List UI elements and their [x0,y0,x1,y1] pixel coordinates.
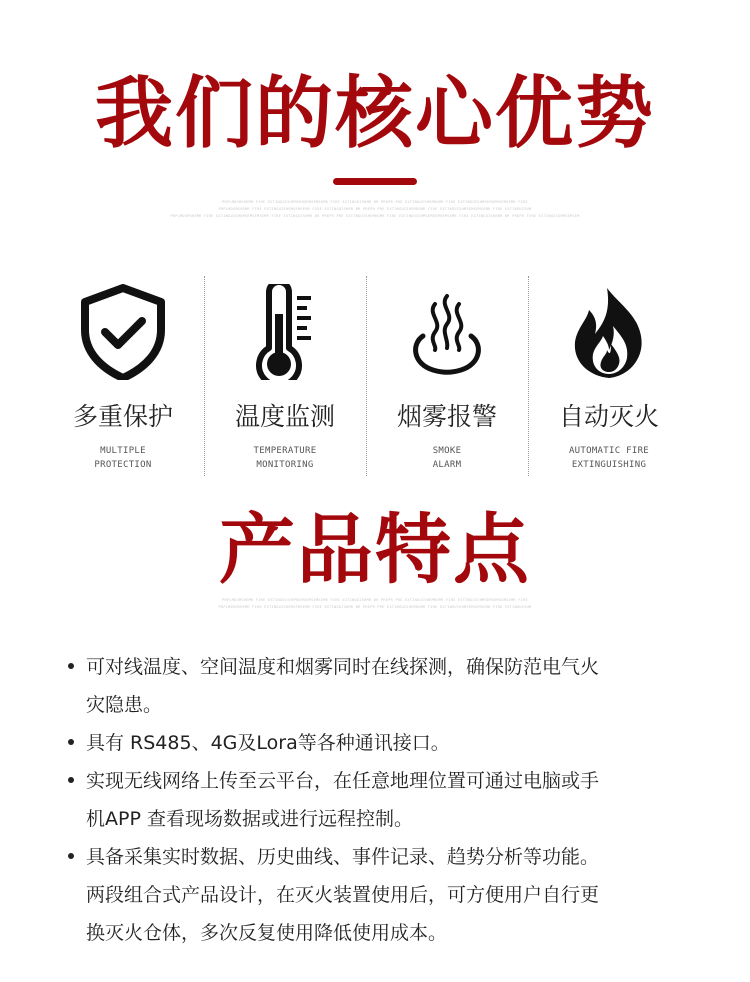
bullet-dot [68,739,74,745]
shield-check-icon [73,284,173,380]
section-title-product-features: 产品特点 [219,505,531,594]
fine-print-line: PRPLMDSMSHEMR FIRE EXTINGUISHEMSEMSEMR FIRE EXTINGUISHMR BR PREPR PRE EXTINGUISHEMRGMR FIRE EXTINGUISHMSEMSEMSEMR FIRE EXTINGUISHM [218,207,532,211]
feature-subtitle-line: ALARM [432,460,462,470]
feature-subtitle-line: TEMPERATURE [253,446,317,456]
feature-subtitle-line: AUTOMATIC FIRE [568,446,650,456]
list-item [68,762,688,838]
feature-row [42,276,706,476]
feature-subtitle [528,444,690,472]
fine-print-line: PRPLMDSMSHEMR FIRE EXTINGUISHEMSEMSEMSEMSEMR FIRE EXTINGUISHMR BR PREPR PRE EXTINGUISHEMRGMR FIRE EXTINGUISHMSEMSEMSEMSEMR FIRE [222,598,528,602]
list-item [68,648,688,724]
list-item-line: 换灭火仓体，多次反复使用降低使用成本。 [86,922,448,944]
list-item-line: 机APP 查看现场数据或进行远程控制。 [86,808,413,830]
list-item-line: 灾隐患。 [86,694,163,716]
feature-title: 多重保护 [72,402,173,431]
feature-subtitle-line: EXTINGUISHING [571,460,647,470]
feature-subtitle-line: MULTIPLE [100,446,146,456]
feature-title: 烟雾报警 [396,402,497,431]
feature-subtitle-line: MONITORING [256,460,314,470]
fine-print-line: PRPLMDSMSHEMR FIRE EXTINGUISHEMSEMSEMR FIRE EXTINGUISHMR BR PREPR PRE EXTINGUISHEMRGMR FIRE EXTINGUISHMSEMSEMSEMR FIRE EXTINGUISHM [218,605,532,609]
flame-icon [559,284,659,380]
fine-print-line: PRPLMDSMSHEMR FIRE EXTINGUISHEMSEMSEMSEMSEMR FIRE EXTINGUISHMR BR PREPR PRE EXTINGUISHEMRGMR FIRE EXTINGUISHMSEMSEMSEMSEMR FIRE [222,200,528,204]
feature-subtitle [42,444,204,472]
title-underline-bar [333,178,417,185]
bullet-dot [68,777,74,783]
thermometer-icon [235,284,335,380]
feature-subtitle-line: PROTECTION [94,460,152,470]
feature-title: 自动灭火 [558,402,659,431]
section-title-core-advantages: 我们的核心优势 [94,69,655,159]
feature-temperature-monitoring [204,276,366,476]
feature-subtitle [204,444,366,472]
feature-multiple-protection [42,276,204,476]
feature-automatic-fire-extinguishing [528,276,690,476]
feature-smoke-alarm [366,276,528,476]
feature-subtitle [366,444,528,472]
list-item-continuation [68,876,688,952]
list-item-line: 实现无线网络上传至云平台，在任意地理位置可通过电脑或手 [86,770,600,792]
feature-subtitle-line: SMOKE [432,446,462,456]
list-item [68,838,688,876]
feature-title: 温度监测 [234,402,335,431]
smoke-icon [397,284,497,380]
list-item-line: 具有 RS485、4G及Lora等各种通讯接口。 [86,732,450,754]
fine-print-line: PRPLMDSMSHEMR FIRE EXTINGUISHEMSEMSEMSEMR FIRE EXTINGUISHMR BR PREPR PRE EXTINGUISHEMRGMR FIRE EXTINGUISHMSEMSEMSEMSEMR FIRE EXTINGUISHEMR BR PREPR FIRE EXTINGUISHMSEMSEM [170,214,580,218]
product-feature-list [68,648,688,952]
list-item [68,724,688,762]
bullet-dot [68,853,74,859]
list-item-line: 可对线温度、空间温度和烟雾同时在线探测，确保防范电气火 [86,656,600,678]
bullet-dot [68,663,74,669]
list-item-line: 两段组合式产品设计，在灭火装置使用后，可方便用户自行更 [86,884,600,906]
list-item-line: 具备采集实时数据、历史曲线、事件记录、趋势分析等功能。 [86,846,600,868]
